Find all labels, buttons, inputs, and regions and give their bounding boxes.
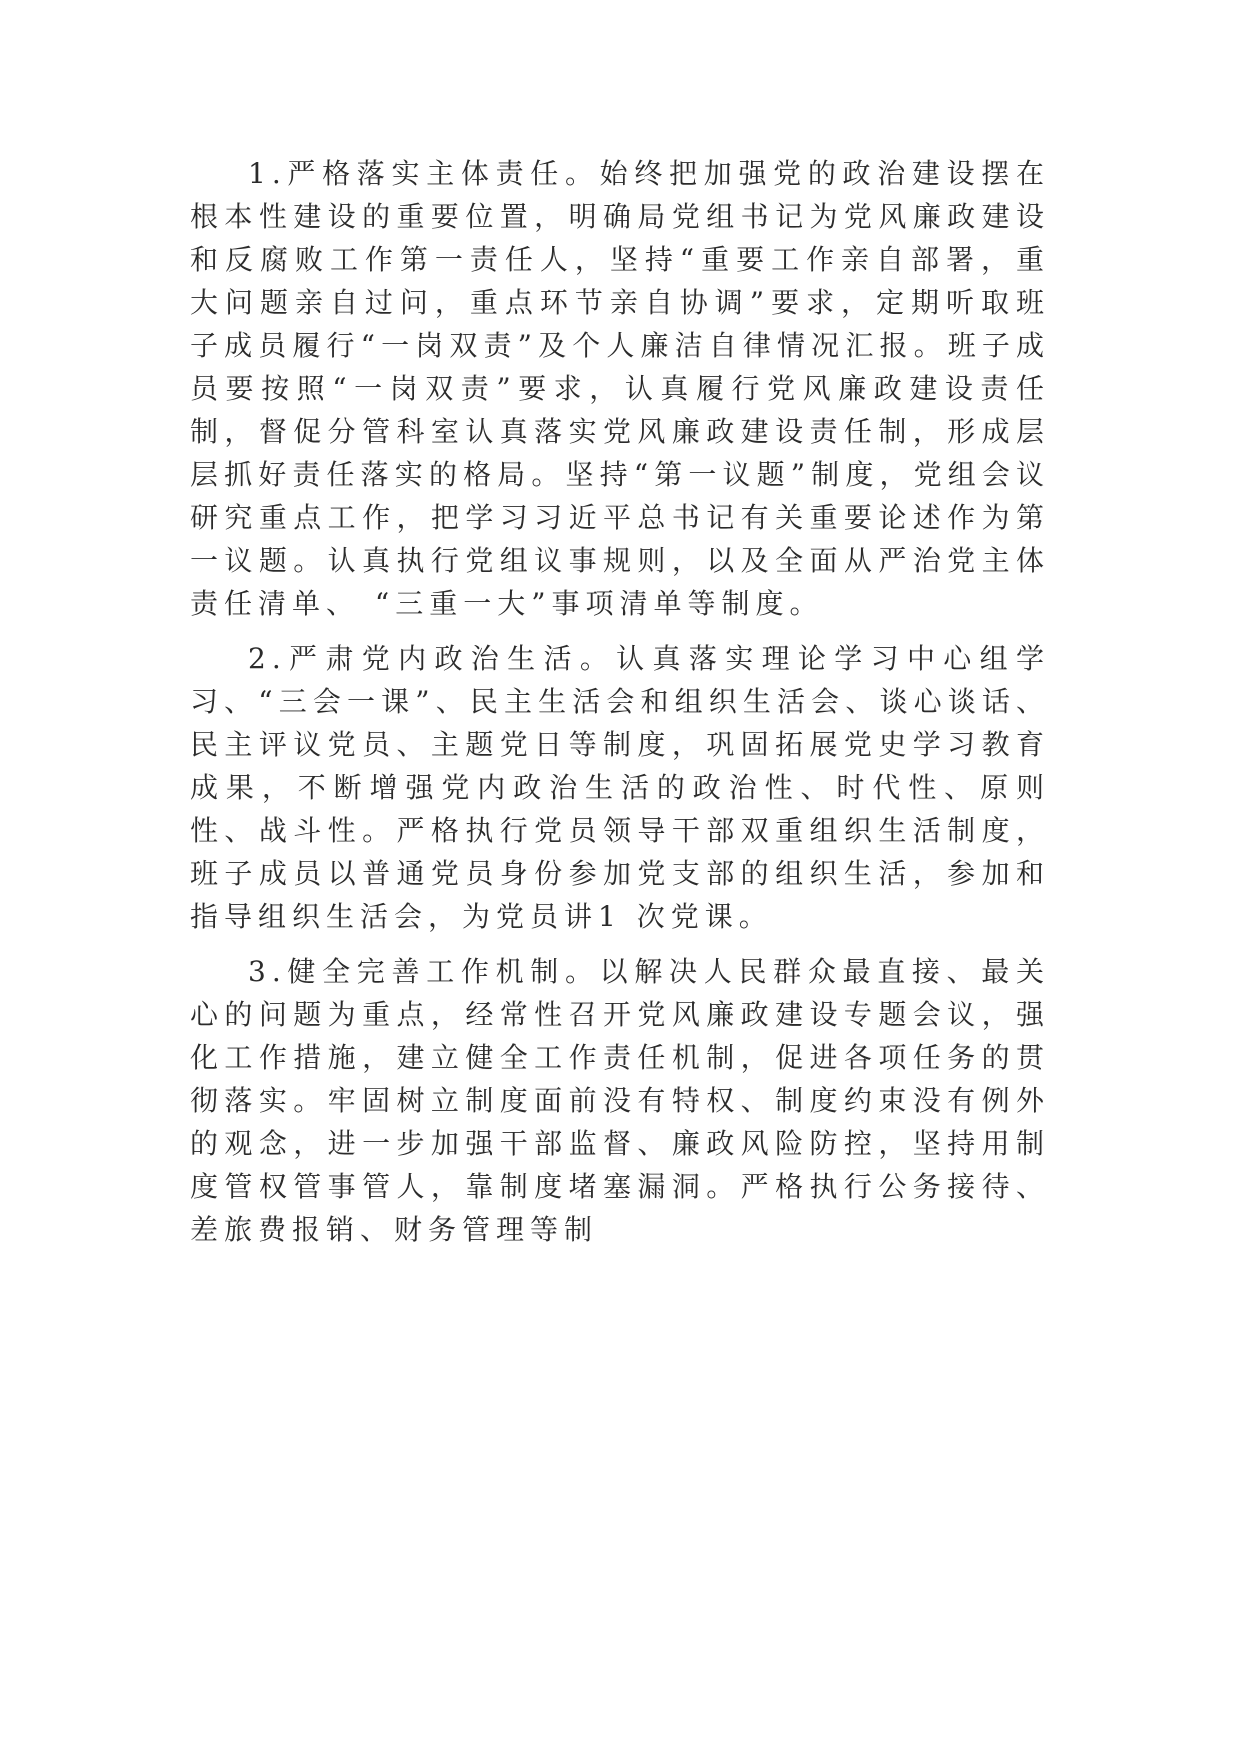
paragraph-work-mechanism: 3.健全完善工作机制。以解决人民群众最直接、最关心的问题为重点，经常性召开党风廉政建设专题会议，强化工作措施，建立健全工作责任机制，促进各项任务的贯彻落实。牢固树立制度面前没有特权、制度约束没有例外的观念，进一步加强干部监督、廉政风险防控，坚持用制度管权管事管人，靠制度堵塞漏洞。严格执行公务接待、差旅费报销、财务管理等制 — [190, 955, 1050, 1246]
document-body — [190, 152, 1050, 1251]
paragraph-party-political-life: 2.严肃党内政治生活。认真落实理论学习中心组学习、“三会一课”、民主生活会和组织生活会、谈心谈话、民主评议党员、主题党日等制度，巩固拓展党史学习教育成果，不断增强党内政治生活的政治性、时代性、原则性、战斗性。严格执行党员领导干部双重组织生活制度，班子成员以普通党员身份参加党支部的组织生活，参加和指导组织生活会，为党员讲1 次党课。 — [190, 642, 1050, 933]
paragraph-main-responsibility: 1.严格落实主体责任。始终把加强党的政治建设摆在根本性建设的重要位置，明确局党组书记为党风廉政建设和反腐败工作第一责任人，坚持“重要工作亲自部署，重大问题亲自过问，重点环节亲自协调”要求，定期听取班子成员履行“一岗双责”及个人廉洁自律情况汇报。班子成员要按照“一岗双责”要求，认真履行党风廉政建设责任制，督促分管科室认真落实党风廉政建设责任制，形成层层抓好责任落实的格局。坚持“第一议题”制度，党组会议研究重点工作，把学习习近平总书记有关重要论述作为第一议题。认真执行党组议事规则，以及全面从严治党主体责任清单、 “三重一大”事项清单等制度。 — [190, 157, 1050, 620]
